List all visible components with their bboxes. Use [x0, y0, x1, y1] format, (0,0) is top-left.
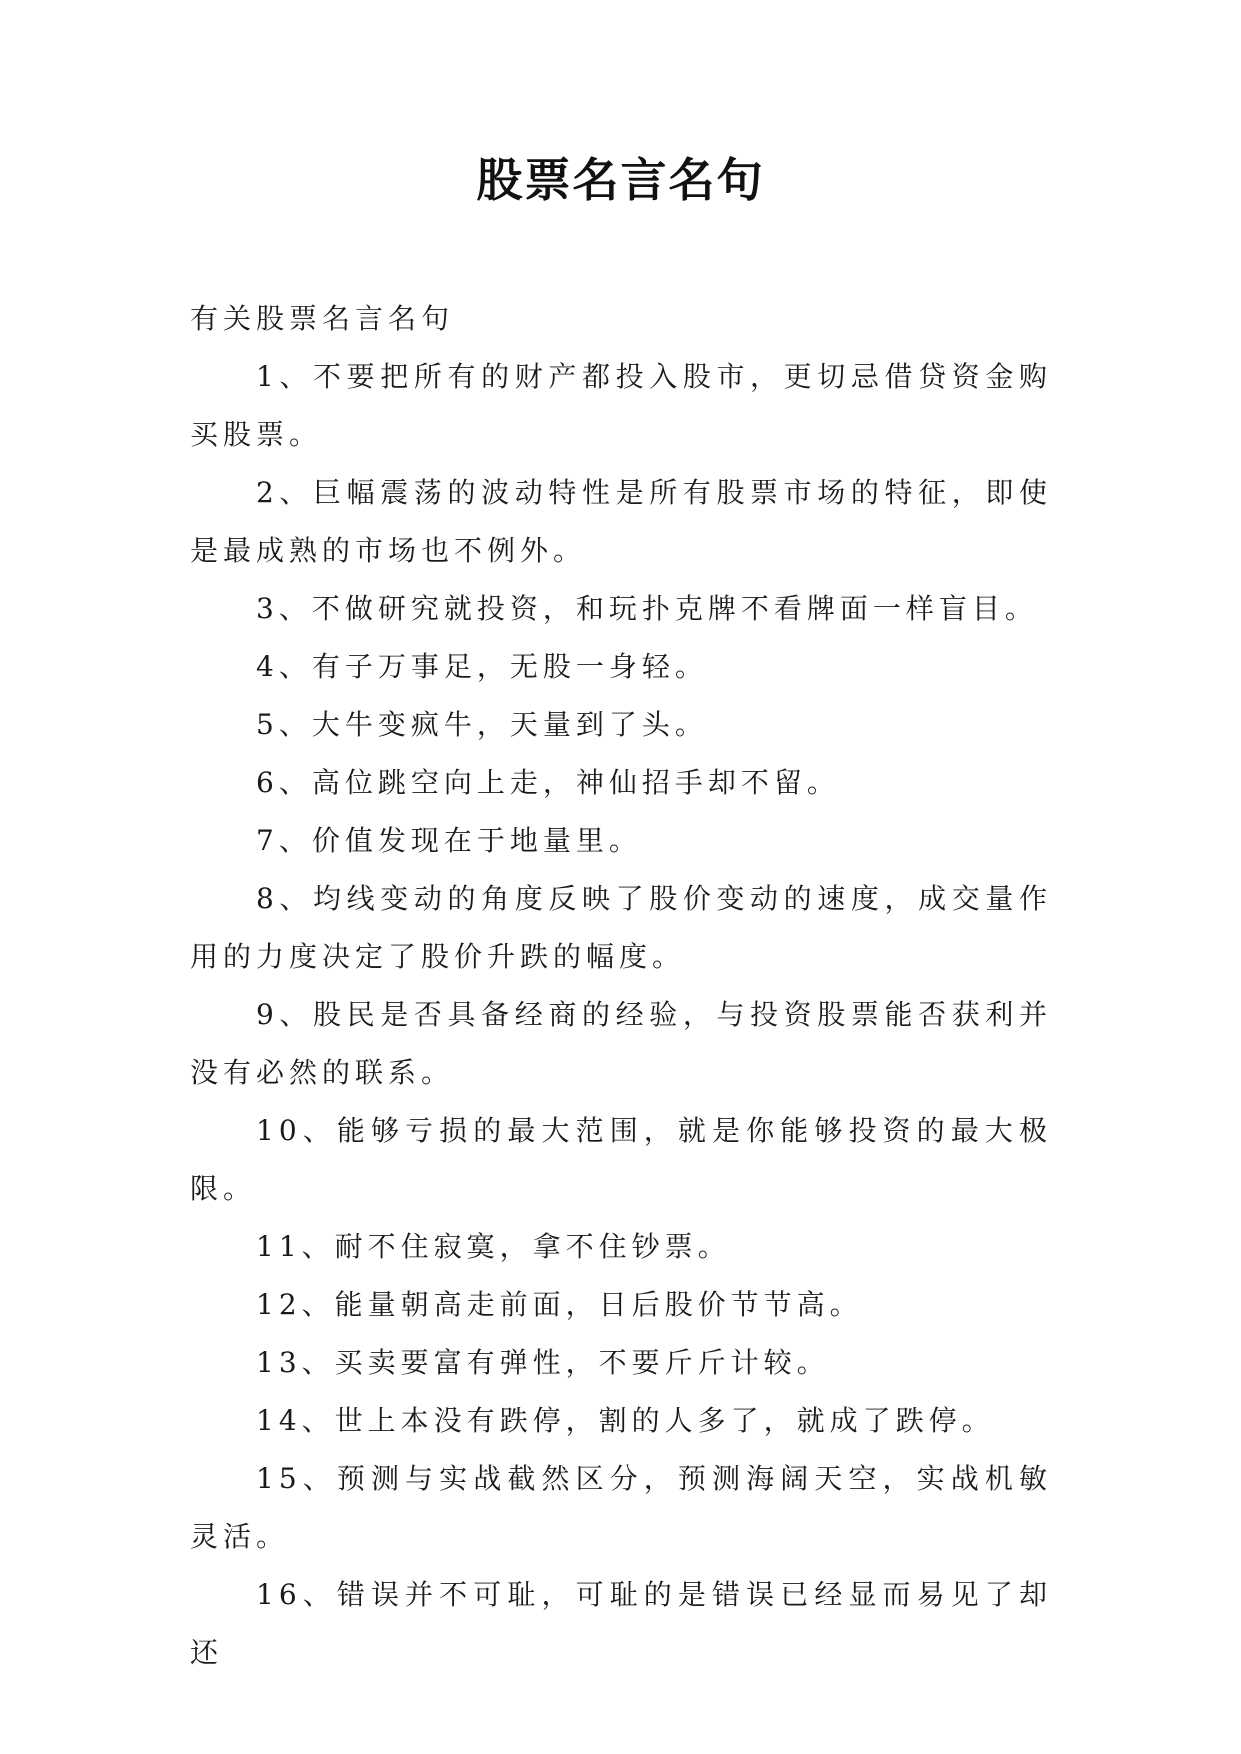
quote-item-2: 2、巨幅震荡的波动特性是所有股票市场的特征，即使是最成熟的市场也不例外。: [190, 476, 1052, 567]
quote-item-4: 4、有子万事足，无股一身轻。: [256, 650, 708, 683]
quote-item-5: 5、大牛变疯牛，天量到了头。: [256, 708, 708, 741]
quote-item-11: 11、耐不住寂寞，拿不住钞票。: [256, 1230, 731, 1263]
quote-item-6: 6、高位跳空向上走，神仙招手却不留。: [256, 766, 840, 799]
quote-item-14: 14、世上本没有跌停，割的人多了，就成了跌停。: [256, 1404, 995, 1437]
quote-item-7: 7、价值发现在于地量里。: [256, 824, 642, 857]
quote-item-10: 10、能够亏损的最大范围，就是你能够投资的最大极限。: [190, 1114, 1052, 1205]
quote-item-1: 1、不要把所有的财产都投入股市，更切忌借贷资金购买股票。: [190, 360, 1052, 451]
document-body: [190, 290, 1052, 1682]
quote-item-15: 15、预测与实战截然区分，预测海阔天空，实战机敏灵活。: [190, 1462, 1052, 1553]
quote-item-9: 9、股民是否具备经商的经验，与投资股票能否获利并没有必然的联系。: [190, 998, 1052, 1089]
document-title: 股票名言名句: [476, 153, 765, 207]
quote-item-13: 13、买卖要富有弹性，不要斤斤计较。: [256, 1346, 830, 1379]
quote-item-3: 3、不做研究就投资，和玩扑克牌不看牌面一样盲目。: [256, 592, 1038, 625]
quote-item-16: 16、错误并不可耻，可耻的是错误已经显而易见了却还: [190, 1578, 1052, 1669]
intro-line: 有关股票名言名句: [190, 302, 455, 335]
quote-item-8: 8、均线变动的角度反映了股价变动的速度，成交量作用的力度决定了股价升跌的幅度。: [190, 882, 1052, 973]
quote-item-12: 12、能量朝高走前面，日后股价节节高。: [256, 1288, 863, 1321]
